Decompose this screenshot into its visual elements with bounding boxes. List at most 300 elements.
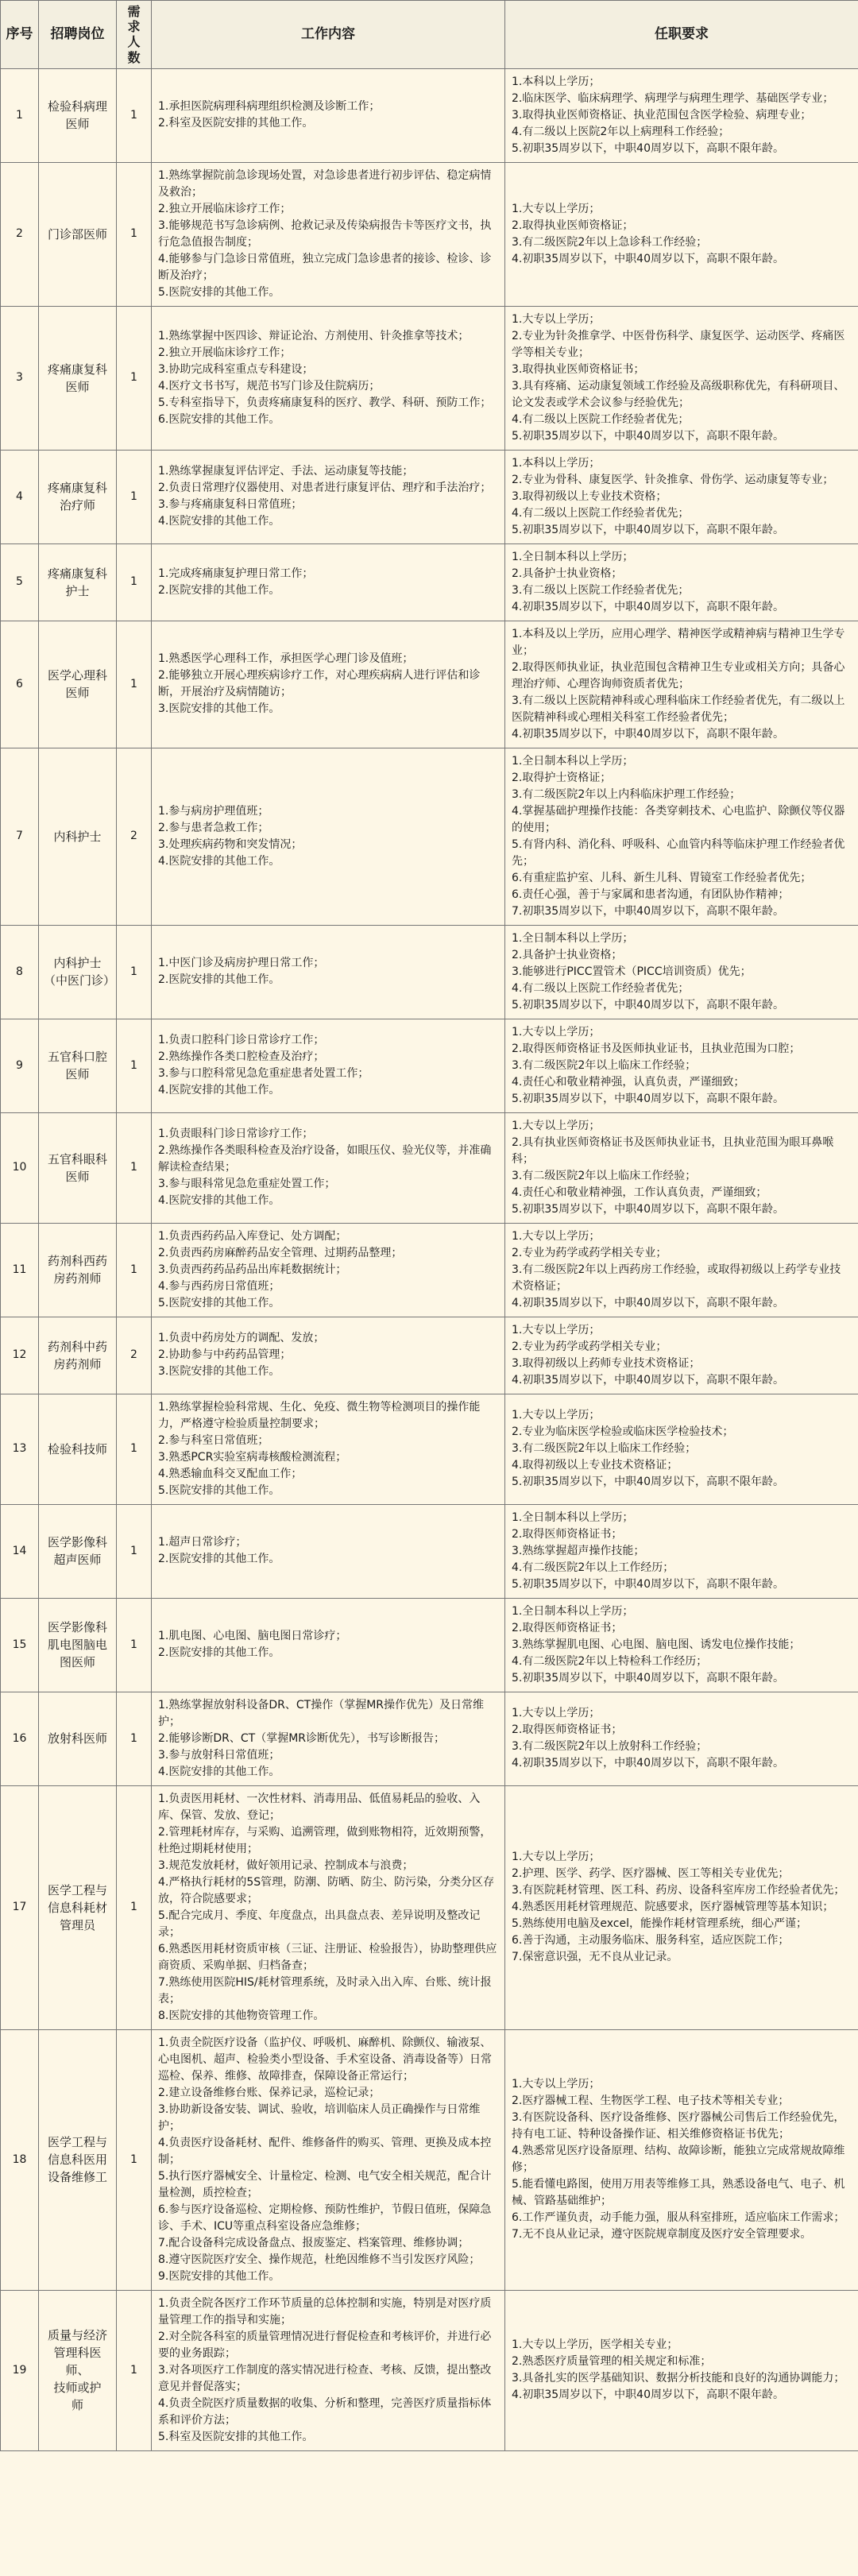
row-number: 1	[1, 68, 39, 162]
duty-item: 3.参与口腔科常见急危重症患者处置工作；	[158, 1067, 369, 1081]
position-name	[39, 543, 117, 621]
requirement-item: 3.熟练掌握肌电图、心电图、脑电图、诱发电位操作技能；	[512, 1638, 801, 1651]
requirement-item: 3.有二级医院2年以上内科临床护理工作经验；	[512, 787, 741, 801]
row-number: 16	[1, 1692, 39, 1785]
headcount: 2	[117, 748, 152, 925]
requirement-item: 2.专业为骨科、康复医学、针灸推拿、骨伤学、运动康复等专业；	[512, 473, 834, 486]
duty-item: 6.熟悉医用耗材资质审核（三证、注册证、检验报告），协助整理供应商资质、采购单据、归档备查；	[158, 1942, 497, 1972]
row-number: 19	[1, 2290, 39, 2450]
requirement-item: 4.熟悉医用耗材管理规范、院感要求，医疗器械管理等基本知识；	[512, 1901, 834, 1914]
requirement-item: 1.全日制本科以上学历；	[512, 1604, 634, 1618]
duty-item: 3.参与放射科日常值班；	[158, 1748, 280, 1762]
duty-item: 2.能够诊断DR、CT（掌握MR诊断优先），书写诊断报告；	[158, 1731, 445, 1745]
duty-item: 4.能够参与门急诊日常值班，独立完成门急诊患者的接诊、检诊、诊断及治疗；	[158, 252, 492, 282]
position-line: 肌电图脑电	[47, 1638, 107, 1653]
position-line: 疼痛康复科	[47, 481, 107, 496]
duties-cell	[152, 1692, 505, 1785]
requirement-item: 3.取得初级以上专业技术资格；	[512, 489, 667, 503]
position-line: 超声医师	[53, 1553, 102, 1568]
header-requirements: 任职要求	[505, 1, 858, 69]
position-line: 护士	[65, 583, 90, 598]
requirement-item: 1.本科以上学历；	[512, 456, 601, 470]
position-line: 房药剂师	[53, 1271, 102, 1286]
row-number: 5	[1, 543, 39, 621]
position-line: 医学工程与	[47, 1882, 107, 1897]
requirement-item: 4.有二级医院2年以上特检科工作经历；	[512, 1654, 708, 1668]
requirement-item: 5.初职35周岁以下，中职40周岁以下，高职不限年龄。	[512, 1092, 784, 1105]
duty-item: 1.参与病房护理值班；	[158, 804, 269, 818]
duty-item: 2.能够独立开展心理疾病诊疗工作，对心理疾病病人进行评估和诊断，开展治疗及病情随访；	[158, 669, 481, 699]
position-line: 医学影像科	[47, 1620, 107, 1635]
duty-item: 2.协助参与中药药品管理；	[158, 1348, 292, 1362]
position-line: 五官科口腔	[47, 1050, 107, 1065]
duty-item: 2.医院安排的其他工作。	[158, 1646, 280, 1660]
requirement-item: 5.初职35周岁以下，中职40周岁以下，高职不限年龄。	[512, 523, 784, 536]
duty-item: 5.专科室指导下，负责疼痛康复科的医疗、教学、科研、预防工作；	[158, 396, 492, 409]
duty-item: 7.配合设备科完成设备盘点、报废鉴定、档案管理、维修协调；	[158, 2236, 470, 2249]
requirement-item: 4.初职35周岁以下，中职40周岁以下，高职不限年龄。	[512, 727, 784, 741]
table-header-row	[1, 1, 858, 69]
position-line: 疼痛康复科	[47, 566, 107, 581]
requirement-item: 3.有二级以上医院工作经验者优先；	[512, 583, 690, 597]
table-row	[1, 1223, 858, 1317]
duty-item: 2.医院安排的其他工作。	[158, 1553, 280, 1566]
requirement-item: 5.熟练使用电脑及excel，能操作耗材管理系统，细心严谨；	[512, 1917, 807, 1931]
duty-item: 2.建立设备维修台账、保养记录，巡检记录；	[158, 2086, 381, 2099]
position-name	[39, 1504, 117, 1598]
duty-item: 4.严格执行耗材的5S管理，防潮、防晒、防尘、防污染，分类分区存放，符合院感要求；	[158, 1875, 495, 1905]
duty-item: 1.负责眼科门诊日常诊疗工作；	[158, 1127, 314, 1141]
duty-item: 1.完成疼痛康复护理日常工作；	[158, 567, 314, 580]
duty-item: 8.遵守医院医疗安全、操作规范，杜绝因维修不当引发医疗风险；	[158, 2253, 481, 2266]
duties-cell	[152, 450, 505, 543]
requirement-item: 3.有二级医院2年以上放射科工作经验；	[512, 1740, 708, 1754]
position-name	[39, 1394, 117, 1504]
requirement-item: 3.取得执业医师资格证书；	[512, 362, 645, 376]
position-name	[39, 621, 117, 748]
duties-cell	[152, 1394, 505, 1504]
requirement-item: 2.熟悉医疗质量管理的相关规定和标准；	[512, 2355, 712, 2369]
headcount: 1	[117, 925, 152, 1019]
requirements-cell	[505, 1785, 858, 2029]
requirement-item: 5.能看懂电路图，使用万用表等维修工具，熟悉设备电气、电子、机械、管路基础维护；	[512, 2178, 845, 2208]
duty-item: 1.熟练掌握康复评估评定、手法、运动康复等技能；	[158, 465, 414, 478]
row-number: 7	[1, 748, 39, 925]
requirements-cell	[505, 2029, 858, 2290]
table-row	[1, 450, 858, 543]
requirement-item: 6.工作严谨负责，动手能力强，服从科室排班，适应临床工作需求；	[512, 2211, 845, 2225]
position-name	[39, 2029, 117, 2290]
position-line: 放射科医师	[47, 1731, 107, 1746]
requirement-item: 3.具备扎实的医学基础知识、数据分析技能和良好的沟通协调能力；	[512, 2372, 845, 2385]
requirement-item: 5.初职35周岁以下，中职40周岁以下，高职不限年龄。	[512, 1577, 784, 1591]
requirement-item: 5.初职35周岁以下，中职40周岁以下，高职不限年龄。	[512, 998, 784, 1011]
duty-item: 4.负责医疗设备耗材、配件、维修备件的购买、管理、更换及成本控制；	[158, 2136, 492, 2166]
duty-item: 1.熟练掌握检验科常规、生化、免疫、微生物等检测项目的操作能力，严格遵守检验质量控制要求；	[158, 1400, 481, 1430]
duty-item: 1.中医门诊及病房护理日常工作；	[158, 957, 325, 970]
requirement-item: 2.取得医师资格证书；	[512, 1621, 623, 1634]
requirement-item: 2.专业为药学或药学相关专业；	[512, 1340, 667, 1353]
requirement-item: 4.有二级医院2年以上工作经历；	[512, 1561, 674, 1574]
duty-item: 1.负责西药药品入库登记、处方调配；	[158, 1229, 347, 1243]
table-row	[1, 621, 858, 748]
requirement-item: 4.有二级以上医院工作经验者优先；	[512, 981, 690, 995]
position-line: 房药剂师	[53, 1356, 102, 1371]
requirement-item: 2.具有执业医师资格证书及医师执业证书，且执业范围为眼耳鼻喉科；	[512, 1135, 834, 1166]
position-line: 药剂科西药	[47, 1254, 107, 1269]
headcount: 1	[117, 1112, 152, 1223]
duty-item: 5.医院安排的其他工作。	[158, 1296, 280, 1309]
requirement-item: 7.初职35周岁以下，中职40周岁以下，高职不限年龄。	[512, 904, 784, 918]
duty-item: 3.医院安排的其他工作。	[158, 702, 280, 716]
requirement-item: 2.取得医师资格证书；	[512, 1527, 623, 1541]
position-name	[39, 1692, 117, 1785]
position-line: 检验科技师	[47, 1441, 107, 1456]
duties-cell	[152, 1504, 505, 1598]
position-name	[39, 1598, 117, 1692]
position-line: 内科护士	[53, 956, 102, 971]
requirement-item: 5.初职35周岁以下，中职40周岁以下，高职不限年龄。	[512, 1202, 784, 1216]
duty-item: 1.熟悉医学心理科工作，承担医学心理门诊及值班；	[158, 652, 414, 666]
requirement-item: 1.全日制本科以上学历；	[512, 754, 634, 768]
position-line: 疼痛康复科	[47, 362, 107, 377]
requirement-item: 2.取得医师执业证，执业范围包含精神卫生专业或相关方向；具备心理治疗师、心理咨询师资质者优先；	[512, 660, 845, 690]
headcount: 1	[117, 1019, 152, 1112]
position-line: 管理科医师、	[53, 2346, 102, 2378]
duty-item: 3.能够规范书写急诊病例、抢救记录及传染病报告卡等医疗文书，执行危急值报告制度；	[158, 219, 492, 249]
duty-item: 5.执行医疗器械安全、计量检定、检测、电气安全相关规范，配合计量检测，质控检查；	[158, 2169, 492, 2199]
requirement-item: 1.全日制本科以上学历；	[512, 550, 634, 563]
position-line: 医师	[65, 686, 90, 701]
duty-item: 2.科室及医院安排的其他工作。	[158, 117, 314, 130]
requirement-item: 4.初职35周岁以下，中职40周岁以下，高职不限年龄。	[512, 1373, 784, 1387]
requirement-item: 4.初职35周岁以下，中职40周岁以下，高职不限年龄。	[512, 252, 784, 265]
position-line: 治疗师	[59, 498, 95, 513]
requirement-item: 1.大专以上学历；	[512, 1323, 601, 1336]
position-line: 设备维修工	[47, 2170, 107, 2185]
duty-item: 2.熟练操作各类眼科检查及治疗设备，如眼压仪、验光仪等，并准确解读检查结果；	[158, 1144, 492, 1174]
table-row	[1, 1504, 858, 1598]
row-number: 10	[1, 1112, 39, 1223]
headcount: 1	[117, 621, 152, 748]
duty-item: 1.超声日常诊疗；	[158, 1536, 247, 1549]
requirement-item: 2.具备护士执业资格；	[512, 567, 623, 580]
requirement-item: 4.熟悉常见医疗设备原理、结构、故障诊断，能独立完成常规故障维修；	[512, 2145, 845, 2175]
duty-item: 3.参与疼痛康复科日常值班；	[158, 498, 303, 512]
header-no: 序号	[1, 1, 39, 69]
duty-item: 4.医院安排的其他工作。	[158, 1084, 280, 1097]
requirement-item: 3.有二级医院2年以上临床工作经验；	[512, 1058, 697, 1072]
requirements-cell	[505, 68, 858, 162]
duty-item: 3.负责西药药品药品出库耗数据统计；	[158, 1263, 347, 1276]
duties-cell	[152, 1223, 505, 1317]
duty-item: 9.医院安排的其他工作。	[158, 2269, 280, 2283]
requirement-item: 4.有二级以上医院2年以上病理科工作经验；	[512, 125, 730, 138]
row-number: 9	[1, 1019, 39, 1112]
requirement-item: 1.大专以上学历；	[512, 1025, 601, 1039]
duty-item: 4.医院安排的其他工作。	[158, 1765, 280, 1778]
requirements-cell	[505, 1394, 858, 1504]
position-line: 检验科病理	[47, 99, 107, 114]
requirement-item: 1.大专以上学历；	[512, 1851, 601, 1864]
requirement-item: 3.有二级医院2年以上临床工作经验；	[512, 1169, 697, 1182]
requirement-item: 4.有二级以上医院工作经验者优先；	[512, 506, 690, 520]
requirement-item: 1.全日制本科以上学历；	[512, 1510, 634, 1524]
requirements-cell	[505, 2290, 858, 2450]
headcount: 1	[117, 1785, 152, 2029]
position-line: 医学工程与	[47, 2135, 107, 2150]
row-number: 15	[1, 1598, 39, 1692]
duty-item: 2.负责西药房麻醉药品安全管理、过期药品整理；	[158, 1246, 403, 1259]
row-number: 13	[1, 1394, 39, 1504]
duties-cell	[152, 543, 505, 621]
requirements-cell	[505, 543, 858, 621]
requirement-item: 2.护理、医学、药学、医疗器械、医工等相关专业优先；	[512, 1867, 790, 1881]
row-number: 12	[1, 1317, 39, 1394]
headcount: 1	[117, 450, 152, 543]
table-row	[1, 162, 858, 306]
requirement-item: 1.本科以上学历；	[512, 75, 601, 88]
requirement-item: 4.掌握基础护理操作技能：各类穿刺技术、心电监护、除颤仪等仪器的使用；	[512, 804, 845, 834]
table-row	[1, 2290, 858, 2450]
duty-item: 6.参与医疗设备巡检、定期检修、预防性维护，节假日值班，保障急诊、手术、ICU等重点科室设备应急维修；	[158, 2203, 492, 2233]
headcount: 1	[117, 1394, 152, 1504]
position-line: 信息科耗材	[47, 1900, 107, 1915]
requirement-item: 1.大专以上学历；	[512, 1409, 601, 1422]
position-name	[39, 68, 117, 162]
position-line: 技师或护	[53, 2381, 102, 2396]
table-row	[1, 1692, 858, 1785]
requirement-item: 6.责任心强，善于与家属和患者沟通，有团队协作精神；	[512, 888, 790, 901]
position-line: 医学影像科	[47, 1535, 107, 1550]
duty-item: 2.对全院各科室的质量管理情况进行督促检查和考核评价，并进行必要的业务跟踪；	[158, 2330, 492, 2360]
header-position: 招聘岗位	[39, 1, 117, 69]
requirement-item: 3.有医院耗材管理、医工科、药房、设备科室库房工作经验者优先；	[512, 1884, 845, 1897]
requirement-item: 1.大专以上学历，医学相关专业；	[512, 2338, 678, 2352]
requirements-cell	[505, 450, 858, 543]
row-number: 6	[1, 621, 39, 748]
requirements-cell	[505, 1692, 858, 1785]
duties-cell	[152, 1112, 505, 1223]
table-row	[1, 1598, 858, 1692]
position-line: 信息科医用	[47, 2152, 107, 2168]
requirement-item: 2.专业为药学或药学相关专业；	[512, 1246, 667, 1259]
requirements-cell	[505, 162, 858, 306]
duties-cell	[152, 162, 505, 306]
requirements-cell	[505, 1112, 858, 1223]
requirement-item: 4.初职35周岁以下，中职40周岁以下，高职不限年龄。	[512, 1757, 784, 1770]
duty-item: 2.参与科室日常值班；	[158, 1433, 269, 1447]
requirement-item: 5.初职35周岁以下，中职40周岁以下，高职不限年龄。	[512, 429, 784, 443]
duty-item: 1.熟练掌握中医四诊、辩证论治、方剂使用、针灸推拿等技术；	[158, 329, 470, 342]
position-name	[39, 1019, 117, 1112]
position-line: 内科护士	[53, 829, 102, 844]
duties-cell	[152, 2029, 505, 2290]
duty-item: 3.规范发放耗材，做好领用记录、控制成本与浪费；	[158, 1859, 414, 1872]
table-row	[1, 1112, 858, 1223]
headcount: 2	[117, 1317, 152, 1394]
duties-cell	[152, 748, 505, 925]
position-name	[39, 2290, 117, 2450]
position-line: 质量与经济	[47, 2328, 107, 2343]
requirement-item: 4.取得初级以上专业技术资格证；	[512, 1459, 678, 1472]
requirement-item: 2.临床医学、临床病理学、病理学与病理生理学、基础医学专业；	[512, 91, 834, 105]
position-line: 医师	[65, 379, 90, 394]
duty-item: 1.负责全院各医疗工作环节质量的总体控制和实施，特别是对医疗质量管理工作的指导和实施；	[158, 2296, 492, 2327]
position-name	[39, 748, 117, 925]
duty-item: 8.医院安排的其他物资管理工作。	[158, 2009, 325, 2022]
requirement-item: 2.专业为临床医学检验或临床医学检验技术；	[512, 1425, 734, 1439]
requirement-item: 5.初职35周岁以下，中职40周岁以下，高职不限年龄。	[512, 141, 784, 155]
row-number: 14	[1, 1504, 39, 1598]
requirement-item: 1.本科及以上学历，应用心理学、精神医学或精神病与精神卫生学专业；	[512, 627, 845, 657]
table-row	[1, 68, 858, 162]
duty-item: 3.处理疾病药物和突发情况；	[158, 837, 303, 851]
duties-cell	[152, 1598, 505, 1692]
duties-cell	[152, 1317, 505, 1394]
requirement-item: 4.初职35周岁以下，中职40周岁以下，高职不限年龄。	[512, 2388, 784, 2402]
requirement-item: 1.大专以上学历；	[512, 1707, 601, 1720]
duty-item: 3.协助新设备安装、调试、验收，培训临床人员正确操作与日常维护；	[158, 2102, 481, 2133]
row-number: 18	[1, 2029, 39, 2290]
requirement-item: 1.大专以上学历；	[512, 202, 601, 215]
table-row	[1, 543, 858, 621]
duties-cell	[152, 1785, 505, 2029]
duty-item: 4.医疗文书书写，规范书写门诊及住院病历；	[158, 379, 381, 393]
requirement-item: 1.大专以上学历；	[512, 2078, 601, 2091]
requirement-item: 3.能够进行PICC置管术（PICC培训资质）优先；	[512, 965, 752, 978]
requirement-item: 6.有重症监护室、儿科、新生儿科、胃镜室工作经验者优先；	[512, 871, 812, 884]
requirement-item: 5.初职35周岁以下，中职40周岁以下，高职不限年龄。	[512, 1671, 784, 1684]
requirements-cell	[505, 306, 858, 450]
requirement-item: 1.全日制本科以上学历；	[512, 931, 634, 945]
duty-item: 5.科室及医院安排的其他工作。	[158, 2430, 314, 2443]
headcount: 1	[117, 306, 152, 450]
duty-item: 3.参与眼科常见急危重症处置工作；	[158, 1178, 336, 1191]
duty-item: 3.熟悉PCR实验室病毒核酸检测流程；	[158, 1450, 347, 1464]
position-line: 师	[71, 2398, 83, 2413]
duty-item: 5.医院安排的其他工作。	[158, 285, 280, 299]
duty-item: 4.负责全院医疗质量数据的收集、分析和整理，完善医疗质量指标体系和评价方法；	[158, 2396, 492, 2427]
duty-item: 1.负责中药房处方的调配、发放；	[158, 1332, 325, 1345]
requirements-cell	[505, 1317, 858, 1394]
table-row	[1, 1019, 858, 1112]
duties-cell	[152, 925, 505, 1019]
position-name	[39, 1223, 117, 1317]
duty-item: 5.医院安排的其他工作。	[158, 1483, 280, 1497]
requirements-cell	[505, 1598, 858, 1692]
duty-item: 2.独立开展临床诊疗工作；	[158, 346, 292, 359]
header-count: 需求 人数	[117, 1, 152, 69]
duty-item: 3.协助完成科室重点专科建设；	[158, 362, 314, 376]
duty-item: 1.负责医用耗材、一次性材料、消毒用品、低值易耗品的验收、入库、保管、发放、登记；	[158, 1792, 481, 1822]
row-number: 3	[1, 306, 39, 450]
position-name	[39, 1785, 117, 2029]
duty-item: 4.医院安排的其他工作。	[158, 515, 280, 528]
position-name	[39, 306, 117, 450]
duty-item: 1.负责口腔科门诊日常诊疗工作；	[158, 1034, 325, 1047]
requirements-cell	[505, 1504, 858, 1598]
row-number: 2	[1, 162, 39, 306]
duty-item: 2.医院安排的其他工作。	[158, 973, 280, 987]
position-line: 门诊部医师	[47, 226, 107, 242]
requirement-item: 4.责任心和敬业精神强，认真负责，严谨细致；	[512, 1075, 745, 1089]
headcount: 1	[117, 543, 152, 621]
requirement-item: 3.有二级医院2年以上临床工作经验；	[512, 1442, 697, 1456]
duty-item: 2.医院安排的其他工作。	[158, 583, 280, 597]
requirement-item: 2.具备护士执业资格；	[512, 948, 623, 961]
table-row	[1, 1785, 858, 2029]
headcount: 1	[117, 2290, 152, 2450]
headcount: 1	[117, 2029, 152, 2290]
headcount: 1	[117, 68, 152, 162]
requirement-item: 4.责任心和敬业精神强，工作认真负责，严谨细致；	[512, 1186, 767, 1199]
duty-item: 2.负责日常理疗仪器使用、对患者进行康复评估、理疗和手法治疗；	[158, 482, 492, 495]
requirement-item: 1.大专以上学历；	[512, 1119, 601, 1132]
duty-item: 4.参与西药房日常值班；	[158, 1279, 280, 1293]
duty-item: 1.熟练掌握放射科设备DR、CT操作（掌握MR操作优先）及日常维护；	[158, 1698, 484, 1728]
headcount: 1	[117, 162, 152, 306]
duty-item: 2.熟练操作各类口腔检查及治疗；	[158, 1050, 325, 1064]
duties-cell	[152, 306, 505, 450]
table-row	[1, 1317, 858, 1394]
requirement-item: 5.初职35周岁以下，中职40周岁以下，高职不限年龄。	[512, 1476, 784, 1489]
row-number: 4	[1, 450, 39, 543]
requirement-item: 3.熟练掌握超声操作技能；	[512, 1544, 645, 1557]
requirement-item: 7.无不良从业记录，遵守医院规章制度及医疗安全管理要求。	[512, 2228, 812, 2241]
headcount: 1	[117, 1598, 152, 1692]
position-line: 图医师	[59, 1655, 95, 1670]
duty-item: 7.熟练使用医院HIS/耗材管理系统，及时录入出入库、台账、统计报表；	[158, 1975, 492, 2005]
duty-item: 1.承担医院病理科病理组织检测及诊断工作；	[158, 100, 381, 114]
row-number: 8	[1, 925, 39, 1019]
row-number: 11	[1, 1223, 39, 1317]
table-row	[1, 1394, 858, 1504]
duty-item: 3.对各项医疗工作制度的落实情况进行检查、考核、反馈，提出整改意见并督促落实；	[158, 2363, 492, 2393]
requirement-item: 3.有二级以上医院精神科或心理科临床工作经验者优先，有二级以上医院精神科或心理相关科室工作经验者优先；	[512, 694, 845, 724]
table-row	[1, 2029, 858, 2290]
position-name	[39, 1112, 117, 1223]
requirement-item: 3.有二级医院2年以上西药房工作经验，或取得初级以上药学专业技术资格证；	[512, 1263, 841, 1293]
requirement-item: 3.有医院设备科、医疗设备维修、医疗器械公司售后工作经验优先，持有电工证、特种设备操作证、相关维修资格证书优先；	[512, 2111, 845, 2141]
position-line: 医师	[65, 117, 90, 132]
requirement-item: 2.取得执业医师资格证；	[512, 219, 634, 232]
duties-cell	[152, 1019, 505, 1112]
table-row	[1, 306, 858, 450]
requirement-item: 3.取得执业医师资格证、执业范围包含医学检验、病理专业；	[512, 108, 812, 122]
position-name	[39, 1317, 117, 1394]
duty-item: 1.肌电图、心电图、脑电图日常诊疗；	[158, 1630, 347, 1643]
requirement-item: 2.取得医师资格证书；	[512, 1723, 623, 1737]
position-line: 医学心理科	[47, 668, 107, 683]
row-number: 17	[1, 1785, 39, 2029]
headcount: 1	[117, 1692, 152, 1785]
requirements-cell	[505, 1019, 858, 1112]
requirement-item: 1.大专以上学历；	[512, 312, 601, 326]
position-line: 医师	[65, 1169, 90, 1184]
requirement-item: 4.初职35周岁以下，中职40周岁以下，高职不限年龄。	[512, 1296, 784, 1309]
duty-item: 1.熟练掌握院前急诊现场处置，对急诊患者进行初步评估、稳定病情及救治；	[158, 168, 492, 199]
headcount: 1	[117, 1223, 152, 1317]
position-name	[39, 162, 117, 306]
duties-cell	[152, 2290, 505, 2450]
requirement-item: 5.有肾内科、消化科、呼吸科、心血管内科等临床护理工作经验者优先；	[512, 837, 845, 868]
duty-item: 6.医院安排的其他工作。	[158, 412, 280, 426]
requirement-item: 1.大专以上学历；	[512, 1229, 601, 1243]
requirement-item: 2.取得医师资格证书及医师执业证书，且执业范围为口腔；	[512, 1042, 801, 1055]
requirement-item: 3.有二级医院2年以上急诊科工作经验；	[512, 235, 708, 249]
duty-item: 2.参与患者急救工作；	[158, 821, 269, 834]
